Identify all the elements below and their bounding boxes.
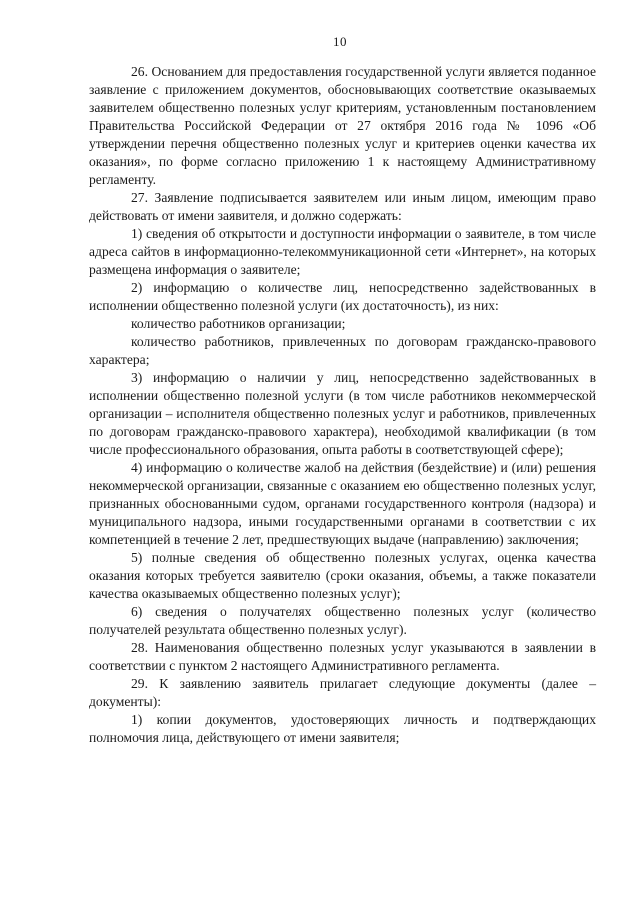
paragraph-26: 26. Основанием для предоставления государственной услуги является поданное заявление с приложением документов, обосновывающих соответствие оказываемых заявителем общественно полезных услуг критериям, установленным постановлением Правительства Российской Федерации от 27 октября 2016 года № 1096 «Об утверждении перечня общественно полезных услуг и критериев оценки качества их оказания», по форме согласно приложению 1 к настоящему Административному регламенту. [89,64,596,187]
document-body [89,63,596,747]
paragraph-27-item-1: 1) сведения об открытости и доступности информации о заявителе, в том числе адреса сайтов в информационно-телекоммуникационной сети «Интернет», на которых размещена информация о заявителе; [89,226,596,277]
paragraph-27-item-2-sub-1: количество работников организации; [131,316,346,331]
page-number: 10 [333,34,347,49]
paragraph-27-item-2-sub-2: количество работников, привлеченных по договорам гражданско-правового характера; [89,334,596,367]
paragraph-27-item-2: 2) информацию о количестве лиц, непосредственно задействованных в исполнении общественно полезной услуги (их достаточность), из них: [89,280,596,313]
paragraph-27-item-4: 4) информацию о количестве жалоб на действия (бездействие) и (или) решения некоммерческой организации, связанные с оказанием ею общественно полезных услуг, признанных обоснованными судом, органами государственного контроля (надзора) и муниципального надзора, иными государственными органами в соответствии с их компетенцией в течение 2 лет, предшествующих выдаче (направлению) заключения; [89,460,596,547]
paragraph-27-item-3: 3) информацию о наличии у лиц, непосредственно задействованных в исполнении общественно полезной услуги (в том числе работников некоммерческой организации – исполнителя общественно полезных услуг и работников, привлеченных по договорам гражданско-правового характера), необходимой квалификации (в том числе профессионального образования, опыта работы в соответствующей сфере); [89,370,596,457]
paragraph-29-item-1: 1) копии документов, удостоверяющих личность и подтверждающих полномочия лица, действующего от имени заявителя; [89,712,596,745]
paragraph-29: 29. К заявлению заявитель прилагает следующие документы (далее – документы): [89,676,596,709]
paragraph-28: 28. Наименования общественно полезных услуг указываются в заявлении в соответствии с пунктом 2 настоящего Административного регламента. [89,640,596,673]
paragraph-27-item-6: 6) сведения о получателях общественно полезных услуг (количество получателей результата общественно полезных услуг). [89,604,596,637]
paragraph-27-item-5: 5) полные сведения об общественно полезных услугах, оценка качества оказания которых требуется заявителю (сроки оказания, объемы, а также показатели качества оказываемых общественно полезных услуг); [89,550,596,601]
paragraph-27: 27. Заявление подписывается заявителем или иным лицом, имеющим право действовать от имени заявителя, и должно содержать: [89,190,596,223]
